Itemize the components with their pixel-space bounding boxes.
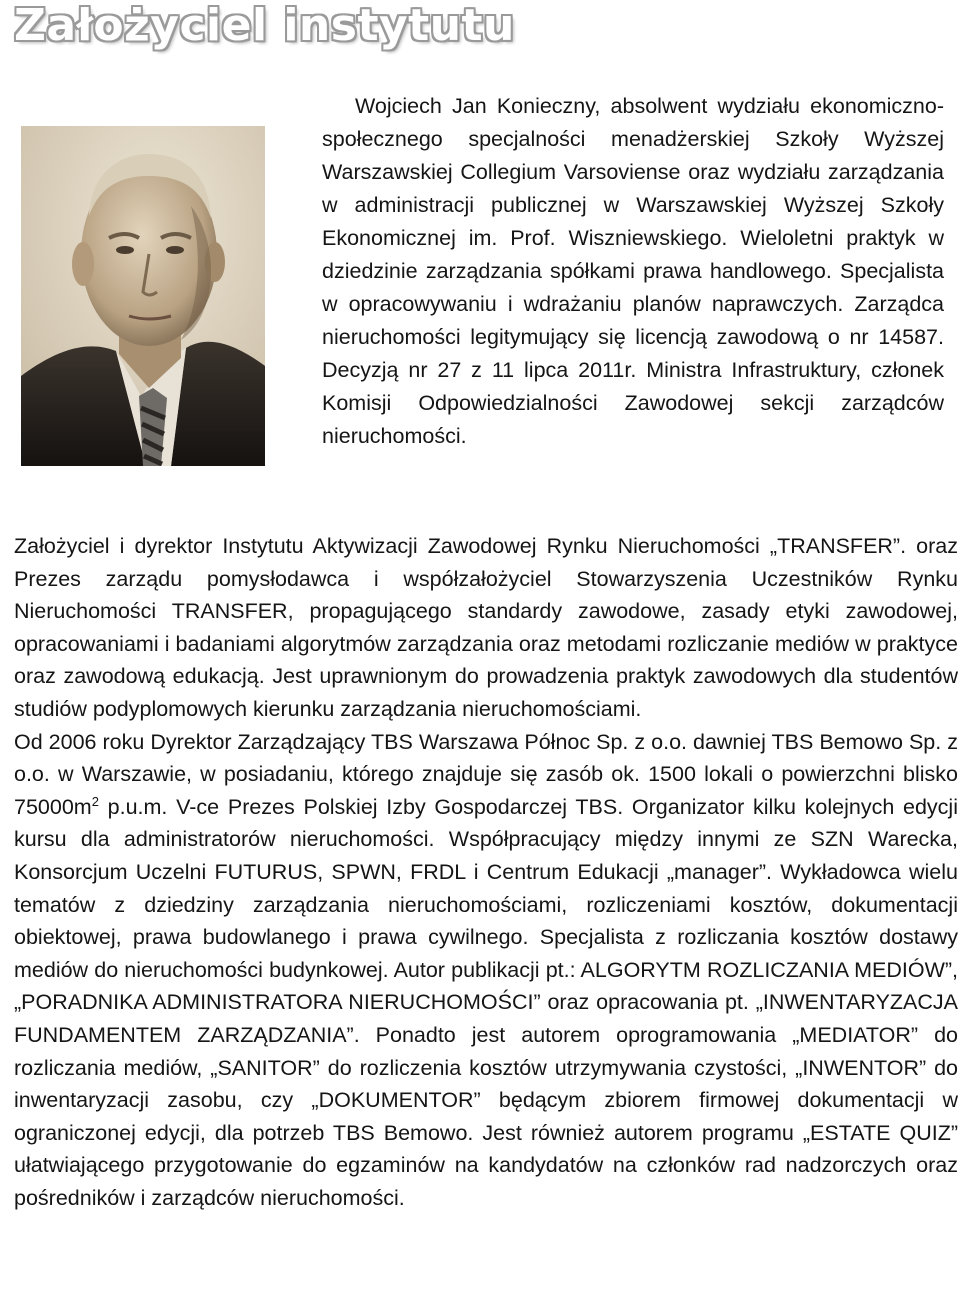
paragraph-2-part-2: p.u.m. V-ce Prezes Polskiej Izby Gospodarczej TBS. Organizator kilku kolejnych edycji kursu dla administratorów nieruchomości. Współpracujący między innymi ze SZN Warecka, Konsorcjum Uczelni FUTURUS, SPWN, FRDL i Centrum Edukacji „manager”. Wykładowca wielu tematów z dziedziny zarządzania nieruchomościami, rozliczeniami kosztów, dokumentacji obiektowej, prawa budowlanego i prawa cywilnego. Specjalista z rozliczania kosztów dostawy mediów do nieruchomości budynkowej. Autor publikacji pt.: ALGORYTM ROZLICZANIA MEDIÓW”, „PORADNIKA ADMINISTRATORA NIERUCHOMOŚCI” oraz opracowania pt. „INWENTARYZACJA FUNDAMENTEM ZARZĄDZANIA”. Ponadto jest autorem oprogramowania „MEDIATOR” do rozliczania mediów, „SANITOR” do rozliczenia kosztów utrzymywania czystości, „INWENTOR” do inwentaryzacji zasobu, czy „DOKUMENTOR” będącym zbiorem firmowej dokumentacji w ograniczonej edycji, dla potrzeb TBS Bemowo. Jest również autorem programu „ESTATE QUIZ” ułatwiającego przygotowanie do egzaminów na kandydatów na członków rad nadzorczych oraz pośredników i zarządców nieruchomości. — [14, 794, 958, 1210]
biography-paragraph-2 — [14, 726, 958, 1215]
founder-portrait — [21, 126, 265, 466]
page-title: Założyciel instytutu — [14, 0, 515, 51]
intro-paragraph: Wojciech Jan Konieczny, absolwent wydziału ekonomiczno-społecznego specjalności menadżerskiej Szkoły Wyższej Warszawskiej Collegium Varsoviense oraz wydziału zarządzania w administracji publicznej w Warszawskiej Wyższej Szkoły Ekonomicznej im. Prof. Wiszniewskiego. Wieloletni praktyk w dziedzinie zarządzania spółkami prawa handlowego. Specjalista w opracowywaniu i wdrażaniu planów naprawczych. Zarządca nieruchomości legitymujący się licencją zawodową o nr 14587. Decyzją nr 27 z 11 lipca 2011r. Ministra Infrastruktury, członek Komisji Odpowiedzialności Zawodowej sekcji zarządców nieruchomości. — [322, 94, 944, 448]
paragraph-2-part-1: Od 2006 roku Dyrektor Zarządzający TBS Warszawa Północ Sp. z o.o. dawniej TBS Bemowo Sp. z o.o. w Warszawie, w posiadaniu, którego znajduje się zasób ok. 1500 lokali o powierzchni blisko 75000m — [14, 729, 958, 819]
biography-paragraph-1: Założyciel i dyrektor Instytutu Aktywizacji Zawodowej Rynku Nieruchomości „TRANSFER”. oraz Prezes zarządu pomysłodawca i współzałożyciel Stowarzyszenia Uczestników Rynku Nieruchomości TRANSFER, propagującego standardy zawodowe, zasady etyki zawodowej, opracowaniami i badaniami algorytmów zarządzania oraz metodami rozliczanie mediów w praktyce oraz zawodową edukacją. Jest uprawnionym do prowadzenia praktyk zawodowych dla studentów studiów podyplomowych kierunku zarządzania nieruchomościami. — [14, 534, 958, 721]
square-meter-superscript: 2 — [91, 793, 99, 809]
biography-body — [14, 530, 958, 1214]
